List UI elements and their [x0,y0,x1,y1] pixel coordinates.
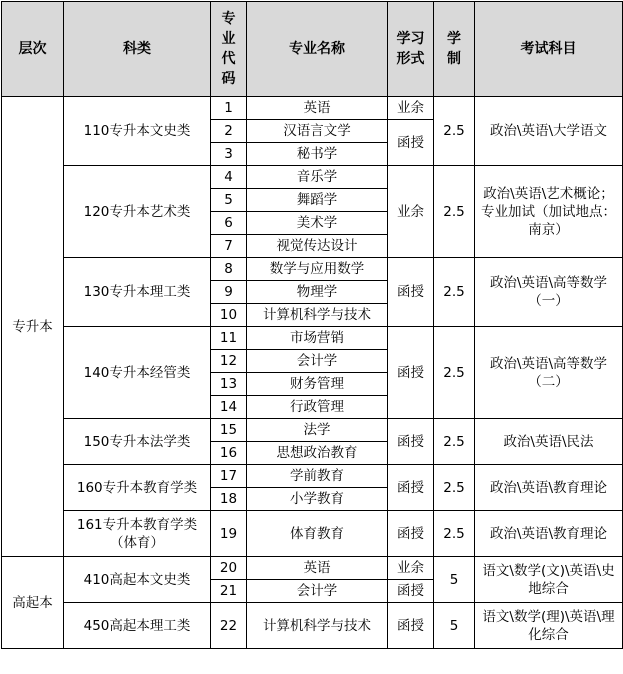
major-cell: 汉语言文学 [247,120,388,143]
major-cell: 财务管理 [247,373,388,396]
code-cell: 10 [211,304,247,327]
mode-cell: 函授 [388,120,434,166]
code-cell: 7 [211,235,247,258]
duration-cell: 2.5 [434,511,475,557]
table-row [2,465,623,488]
major-cell: 物理学 [247,281,388,304]
code-cell: 17 [211,465,247,488]
exam-cell: 语文\数学(文)\英语\史地综合 [475,557,623,603]
category-cell: 450高起本理工类 [64,603,211,649]
category-cell: 130专升本理工类 [64,258,211,327]
table-row [2,97,623,120]
duration-cell: 5 [434,603,475,649]
code-cell: 18 [211,488,247,511]
table-row [2,603,623,649]
mode-cell: 业余 [388,97,434,120]
duration-cell: 2.5 [434,97,475,166]
code-cell: 11 [211,327,247,350]
code-cell: 8 [211,258,247,281]
mode-cell: 函授 [388,603,434,649]
code-cell: 13 [211,373,247,396]
duration-cell: 2.5 [434,327,475,419]
major-cell: 英语 [247,97,388,120]
table-row [2,419,623,442]
table-row [2,511,623,557]
level-cell: 专升本 [2,97,64,557]
code-cell: 1 [211,97,247,120]
exam-cell: 政治\英语\民法 [475,419,623,465]
code-cell: 4 [211,166,247,189]
header-level: 层次 [2,2,64,97]
header-row [2,2,623,97]
major-cell: 视觉传达设计 [247,235,388,258]
code-cell: 2 [211,120,247,143]
header-major: 专业名称 [247,2,388,97]
header-category: 科类 [64,2,211,97]
code-cell: 16 [211,442,247,465]
code-cell: 5 [211,189,247,212]
major-cell: 计算机科学与技术 [247,304,388,327]
code-cell: 15 [211,419,247,442]
category-cell: 160专升本教育学类 [64,465,211,511]
enrollment-table [1,1,623,649]
major-cell: 会计学 [247,580,388,603]
major-cell: 舞蹈学 [247,189,388,212]
major-cell: 法学 [247,419,388,442]
duration-cell: 2.5 [434,419,475,465]
major-cell: 音乐学 [247,166,388,189]
header-duration: 学 制 [434,2,475,97]
major-cell: 会计学 [247,350,388,373]
category-cell: 110专升本文史类 [64,97,211,166]
major-cell: 秘书学 [247,143,388,166]
major-cell: 行政管理 [247,396,388,419]
table-row [2,327,623,350]
major-cell: 数学与应用数学 [247,258,388,281]
duration-cell: 2.5 [434,258,475,327]
category-cell: 150专升本法学类 [64,419,211,465]
exam-cell: 政治\英语\艺术概论；专业加试（加试地点：南京） [475,166,623,258]
code-cell: 12 [211,350,247,373]
major-cell: 小学教育 [247,488,388,511]
mode-cell: 业余 [388,557,434,580]
category-cell: 120专升本艺术类 [64,166,211,258]
mode-cell: 函授 [388,258,434,327]
code-cell: 9 [211,281,247,304]
code-cell: 6 [211,212,247,235]
major-cell: 计算机科学与技术 [247,603,388,649]
duration-cell: 2.5 [434,166,475,258]
duration-cell: 2.5 [434,465,475,511]
header-mode: 学习 形式 [388,2,434,97]
exam-cell: 语文\数学(理)\英语\理化综合 [475,603,623,649]
major-cell: 英语 [247,557,388,580]
header-exam: 考试科目 [475,2,623,97]
major-cell: 体育教育 [247,511,388,557]
table-row [2,557,623,580]
mode-cell: 函授 [388,327,434,419]
exam-cell: 政治\英语\高等数学（一） [475,258,623,327]
code-cell: 14 [211,396,247,419]
exam-cell: 政治\英语\高等数学（二） [475,327,623,419]
code-cell: 20 [211,557,247,580]
table-row [2,258,623,281]
major-cell: 美术学 [247,212,388,235]
mode-cell: 函授 [388,419,434,465]
header-code: 专 业 代 码 [211,2,247,97]
table-row [2,166,623,189]
mode-cell: 函授 [388,580,434,603]
exam-cell: 政治\英语\大学语文 [475,97,623,166]
category-cell: 161专升本教育学类（体育） [64,511,211,557]
category-cell: 140专升本经管类 [64,327,211,419]
major-cell: 市场营销 [247,327,388,350]
major-cell: 学前教育 [247,465,388,488]
major-cell: 思想政治教育 [247,442,388,465]
mode-cell: 函授 [388,511,434,557]
code-cell: 19 [211,511,247,557]
level-cell: 高起本 [2,557,64,649]
code-cell: 21 [211,580,247,603]
exam-cell: 政治\英语\教育理论 [475,465,623,511]
duration-cell: 5 [434,557,475,603]
code-cell: 22 [211,603,247,649]
exam-cell: 政治\英语\教育理论 [475,511,623,557]
code-cell: 3 [211,143,247,166]
category-cell: 410高起本文史类 [64,557,211,603]
mode-cell: 函授 [388,465,434,511]
mode-cell: 业余 [388,166,434,258]
